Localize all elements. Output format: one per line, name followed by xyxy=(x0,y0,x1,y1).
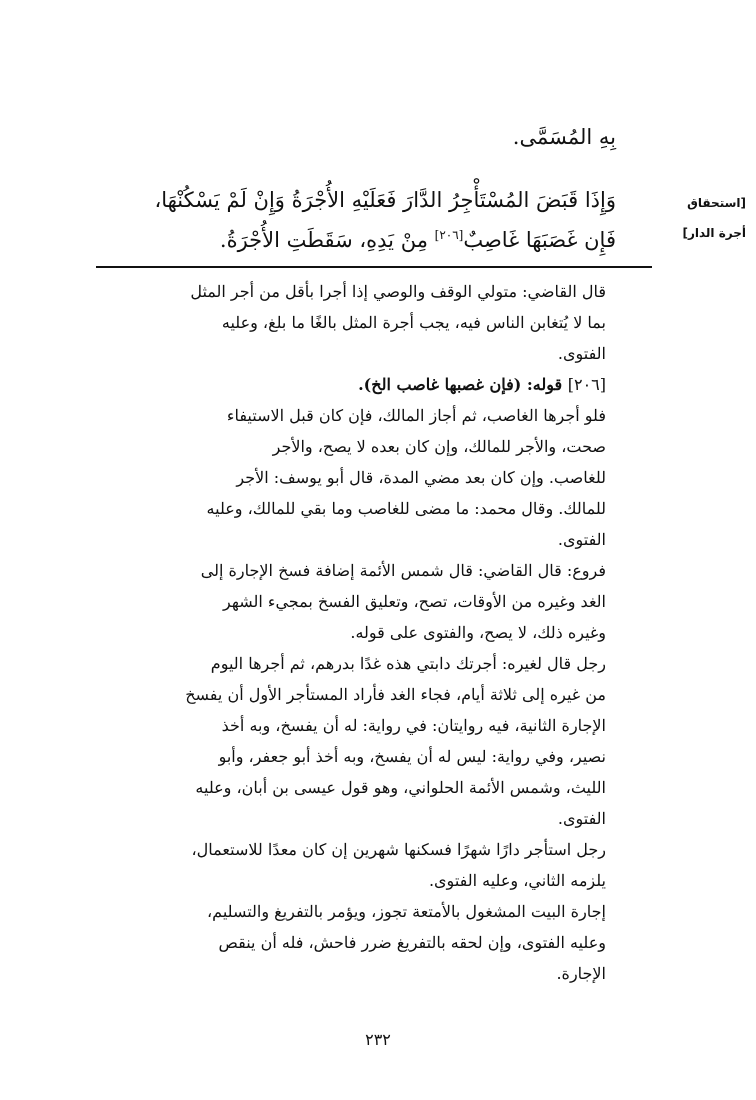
commentary-line: الغد وغيره من الأوقات، تصح، وتعليق الفسخ بمجيء الشهر xyxy=(223,592,606,611)
commentary-line: رجل قال لغيره: أجرتك دابتي هذه غدًا بدرهم، ثم أجرها اليوم xyxy=(210,654,606,673)
commentary-line: يلزمه الثاني، وعليه الفتوى. xyxy=(428,871,606,890)
commentary-paragraph xyxy=(100,834,606,896)
commentary-line: فروع: قال القاضي: قال شمس الأئمة إضافة فسخ الإجارة إلى xyxy=(200,561,606,580)
commentary-line: إجارة البيت المشغول بالأمتعة تجوز، ويؤمر بالتفريغ والتسليم، xyxy=(207,902,606,921)
commentary xyxy=(100,276,606,989)
matn-line-part: مِنْ يَدِهِ، سَقَطَتِ الأُجْرَةُ. xyxy=(219,228,428,252)
matn-line: بِهِ المُسَمَّى. xyxy=(512,125,616,149)
matn-text xyxy=(116,180,616,260)
page-number: ٢٣٢ xyxy=(365,1030,391,1049)
commentary-line: وغيره ذلك، لا يصح، والفتوى على قوله. xyxy=(350,623,606,642)
commentary-line: الفتوى. xyxy=(557,530,606,549)
commentary-line: للمالك. وقال محمد: ما مضى للغاصب وما بقي للمالك، وعليه xyxy=(206,499,606,518)
commentary-paragraph xyxy=(100,276,606,369)
commentary-line: الفتوى. xyxy=(557,344,606,363)
commentary-paragraph xyxy=(100,555,606,648)
matn-opening xyxy=(116,117,616,157)
commentary-line: فلو أجرها الغاصب، ثم أجاز المالك، فإن كان قبل الاستيفاء xyxy=(226,406,606,425)
commentary-paragraph xyxy=(100,400,606,555)
text-divider xyxy=(96,266,652,268)
commentary-paragraph xyxy=(100,648,606,834)
margin-note-line: أجرة الدار] xyxy=(682,226,746,240)
commentary-line: رجل استأجر دارًا شهرًا فسكنها شهرين إن كان معدًا للاستعمال، xyxy=(191,840,606,859)
matn-line-part: فَإِن غَصَبَهَا غَاصِبٌ xyxy=(463,228,616,252)
footnote-marker: [٢٠٦] xyxy=(434,228,464,242)
heading-text: قوله: (فإن غصبها غاصب الخ). xyxy=(358,375,563,394)
commentary-line: الفتوى. xyxy=(557,809,606,828)
commentary-line: للغاصب. وإن كان بعد مضي المدة، قال أبو يوسف: الأجر xyxy=(236,468,606,487)
matn-line: وَإِذَا قَبَضَ المُسْتَأْجِرُ الدَّارَ فَعَلَيْهِ الأُجْرَةُ وَإِنْ لَمْ يَسْكُنْهَا، xyxy=(154,188,616,212)
commentary-line: من غيره إلى ثلاثة أيام، فجاء الغد فأراد المستأجر الأول أن يفسخ xyxy=(185,685,606,704)
commentary-line: الليث، وشمس الأئمة الحلواني، وهو قول عيسى بن أبان، وعليه xyxy=(195,778,606,797)
matn-line xyxy=(116,220,616,260)
note-number: [٢٠٦] xyxy=(567,375,606,394)
commentary-heading xyxy=(100,369,606,400)
commentary-line: نصير، وفي رواية: ليس له أن يفسخ، وبه أخذ أبو جعفر، وأبو xyxy=(218,747,606,766)
margin-note-line: [استحقاق xyxy=(687,196,746,210)
commentary-line: صحت، والأجر للمالك، وإن كان بعده لا يصح، والأجر xyxy=(272,437,606,456)
commentary-line: بما لا يُتغابن الناس فيه، يجب أجرة المثل بالغًا ما بلغ، وعليه xyxy=(221,313,606,332)
commentary-line: الإجارة. xyxy=(556,964,606,983)
commentary-line xyxy=(100,369,606,400)
commentary-line: قال القاضي: متولي الوقف والوصي إذا أجرا بأقل من أجر المثل xyxy=(190,282,606,301)
margin-note xyxy=(631,188,746,248)
commentary-paragraph xyxy=(100,896,606,989)
commentary-line: وعليه الفتوى، وإن لحقه بالتفريغ ضرر فاحش، فله أن ينقص xyxy=(218,933,606,952)
commentary-line: الإجارة الثانية، فيه روايتان: في رواية: له أن يفسخ، وبه أخذ xyxy=(221,716,606,735)
